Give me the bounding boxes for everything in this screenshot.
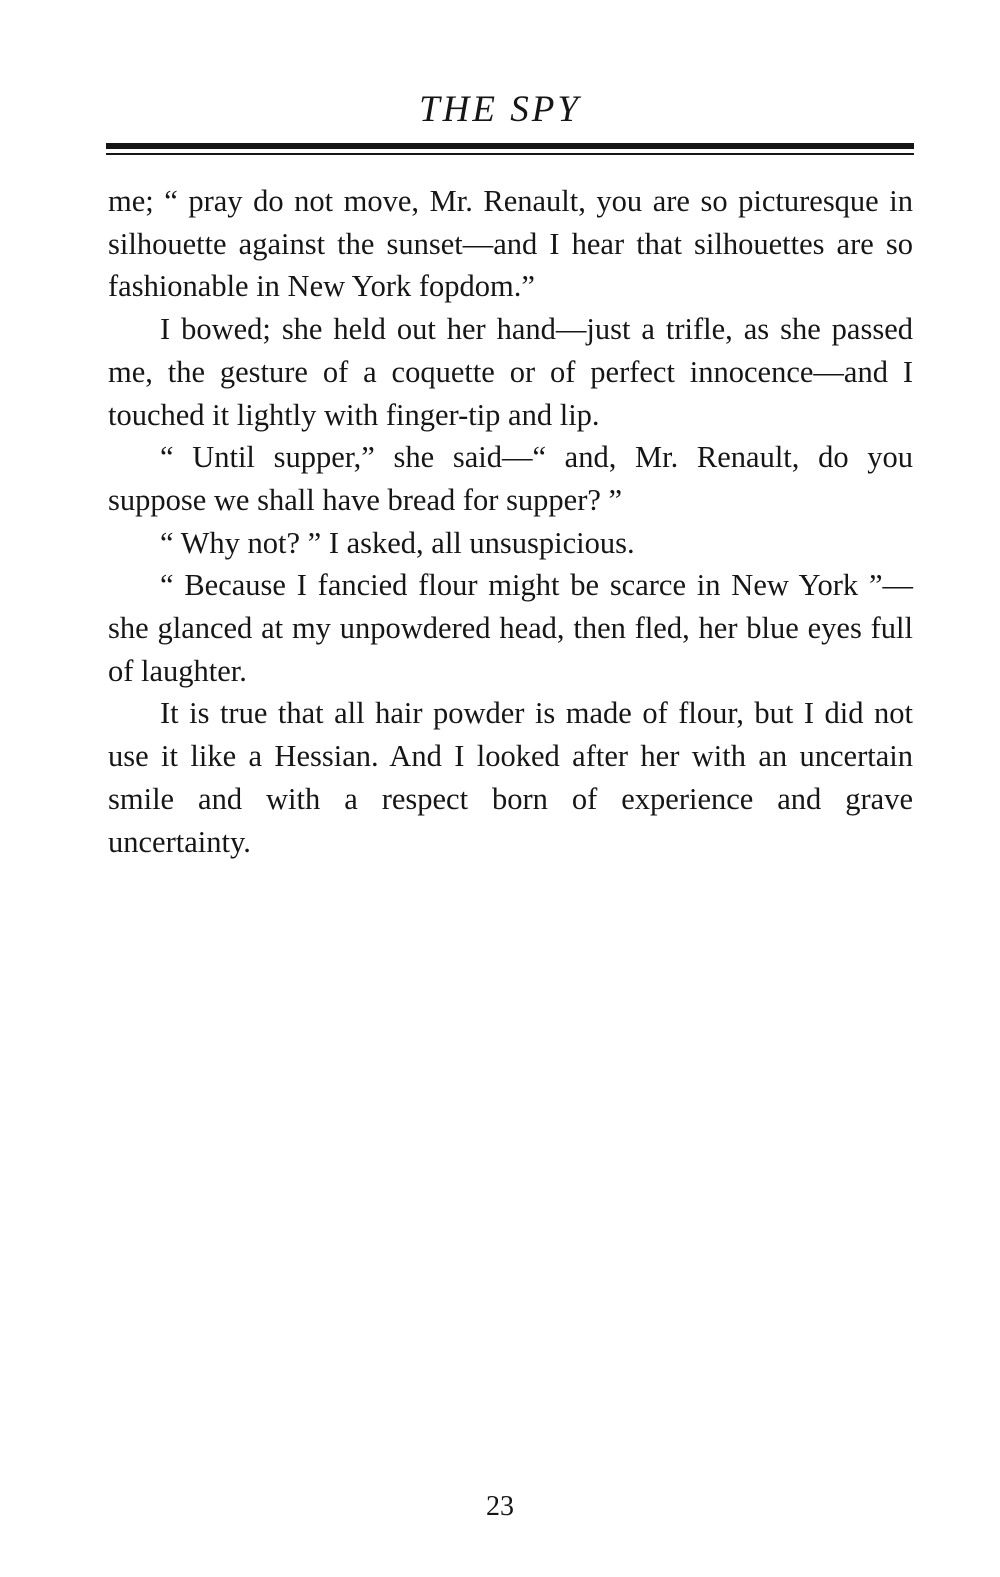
paragraph: It is true that all hair powder is made of flour, but I did not use it like a Hessian. And I looked after her with an uncertain smile and with a respect born of experience and grave uncertainty.: [108, 696, 913, 859]
running-title: THE SPY: [419, 89, 581, 130]
header-rule-thick: [106, 143, 914, 149]
header-rule-thin: [106, 153, 914, 155]
paragraph: I bowed; she held out her hand—just a trifle, as she passed me, the gesture of a coquette or of perfect innocence—and I touched it lightly with finger-tip and lip.: [108, 312, 913, 432]
body-text: [108, 180, 913, 863]
paragraph-continued: me; “ pray do not move, Mr. Renault, you are so picturesque in silhouette against the sunset—and I hear that silhouettes are so fashionable in New York fopdom.”: [108, 184, 913, 304]
paragraph: “ Because I fancied flour might be scarce in New York ”—she glanced at my unpowdered head, then fled, her blue eyes full of laughter.: [108, 568, 913, 688]
page-number: 23: [486, 1491, 514, 1522]
paragraph: “ Until supper,” she said—“ and, Mr. Renault, do you suppose we shall have bread for supper? ”: [108, 440, 913, 517]
paragraph: “ Why not? ” I asked, all unsuspicious.: [160, 525, 635, 560]
